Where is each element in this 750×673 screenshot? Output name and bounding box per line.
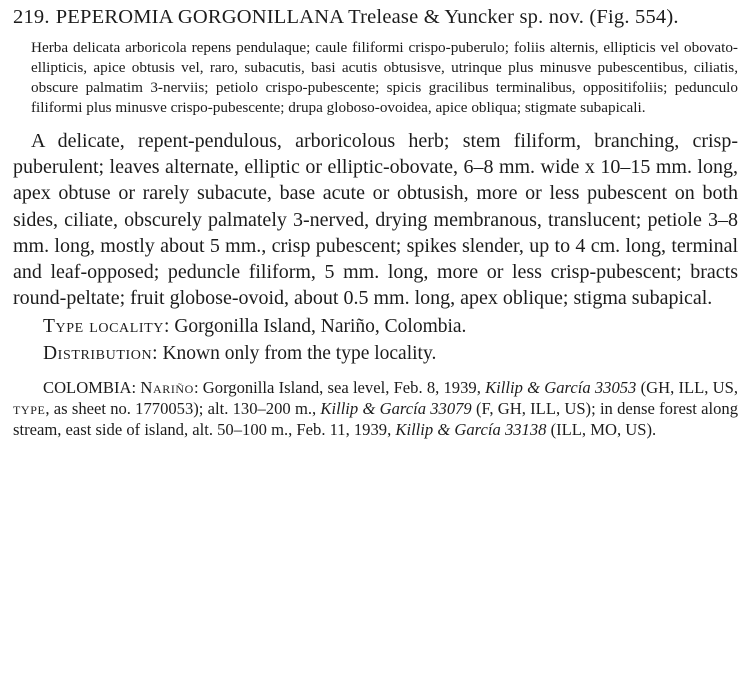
type-locality-value: Gorgonilla Island, Nariño, Colombia. [174,316,467,338]
type-locality-label: Type locality [43,316,165,338]
species-name: PEPEROMIA GORGONILLANA [55,6,344,28]
distribution-value: Known only from the type locality. [162,343,437,365]
specimen-type-word: type [13,399,46,419]
specimen-text-3: , as sheet no. 1770053); alt. 130–200 m., [45,399,317,419]
specimen-text-4: (F, GH, ILL, US); in dense forest along stream, east side of island, alt. 50–100 m., Feb. 11, 1939, [13,399,739,440]
species-heading [13,4,738,30]
distribution-label: Distribution [43,343,153,365]
distribution: Distribution: Known only from the type locality. [43,343,437,365]
specimen-country: COLOMBIA: [43,378,137,398]
english-description [13,128,738,311]
specimen-text-2: (GH, ILL, US, [640,378,738,398]
specimens-cited [13,377,738,440]
species-authority: Trelease & Yuncker sp. nov. (Fig. 554). [348,6,679,28]
specimen-collector-1: Killip & García 33053 [485,378,637,398]
specimen-text-5: (ILL, MO, US). [550,420,657,440]
latin-description: Herba delicata arboricola repens pendulaque; caule filiformi crispo-puberulo; foliis alternis, ellipticis vel obovato-ellipticis, apice obtusis vel, raro, subacutis, basi acutis obtusisve, utrinque plus minusve pubescentibus, ciliatis, obscure palmatim 3-nerviis; petiolo crispo-pubescente; spicis gracilibus terminalibus, oppositifoliis; pedunculo filiformi plus minusve crispo-pubescente; drupa globoso-ovoidea, apice obliqua; stigmate subapicali. [31,39,738,116]
specimen-text-1: : Gorgonilla Island, sea level, Feb. 8, 1939, [193,378,481,398]
species-number: 219. [13,6,50,28]
type-locality: Type locality: Gorgonilla Island, Nariño, Colombia. [43,316,467,338]
english-description-text: A delicate, repent-pendulous, arboricolous herb; stem filiform, branching, crisp-puberulent; leaves alternate, elliptic or elliptic-obovate, 6–8 mm. wide x 10–15 mm. long, apex obtuse or rarely subacute, base acute or obtusish, more or less pubescent on both sides, ciliate, obscurely palmately 3-nerved, drying membranous, translucent; petiole 3–8 mm. long, mostly about 5 mm., crisp pubescent; spikes slender, up to 4 cm. long, terminal and leaf-opposed; peduncle filiform, 5 mm. long, more or less crisp-pubescent; bracts round-peltate; fruit globose-ovoid, about 0.5 mm. long, apex oblique; stigma subapical. [13,130,738,310]
specimen-collector-3: Killip & García 33138 [395,420,547,440]
specimen-collector-2: Killip & García 33079 [320,399,472,419]
specimen-department: Nariño [140,378,194,398]
